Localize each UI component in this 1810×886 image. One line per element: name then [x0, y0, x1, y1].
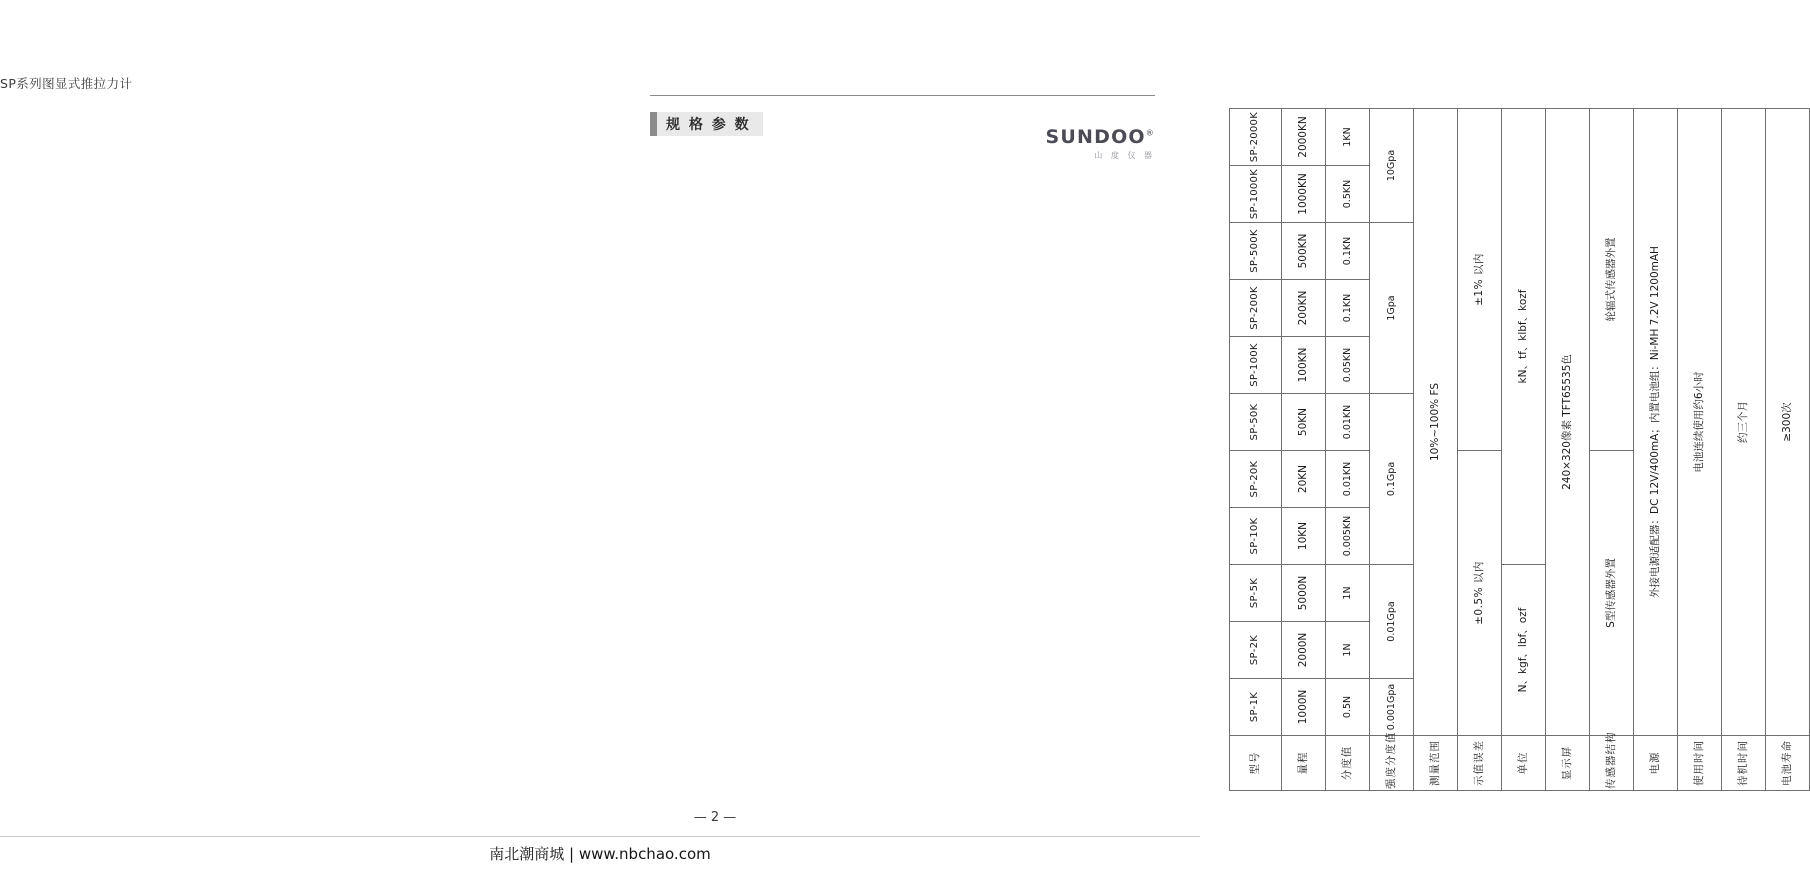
registered-mark-icon: ®	[1145, 128, 1155, 138]
table-cell: 500KN	[1282, 223, 1326, 280]
row-label: 量程	[1282, 736, 1326, 791]
table-cell: S型传感器外置	[1590, 451, 1634, 736]
table-row	[1590, 109, 1634, 791]
table-cell: 1N	[1326, 565, 1370, 622]
table-cell: 0.001Gpa	[1370, 679, 1414, 736]
table-cell: SP-100K	[1230, 337, 1282, 394]
table-row	[1546, 109, 1590, 791]
section-header	[650, 112, 763, 136]
table-cell: 外接电源适配器：DC 12V/400mA；内置电池组：Ni-MH 7.2V 1200mAH	[1634, 109, 1678, 736]
page-number	[0, 810, 1200, 825]
table-cell: SP-1K	[1230, 679, 1282, 736]
table-cell: 10%~100% FS	[1414, 109, 1458, 736]
brand-subtitle: 山 度 仪 器	[1094, 151, 1155, 160]
header-divider	[650, 95, 1155, 96]
row-label: 显示屏	[1546, 736, 1590, 791]
table-cell: 1KN	[1326, 109, 1370, 166]
row-label: 测量范围	[1414, 736, 1458, 791]
table-row	[1502, 109, 1546, 791]
row-label: 分度值	[1326, 736, 1370, 791]
table-cell: 1Gpa	[1370, 223, 1414, 394]
document-title: SP系列图显式推拉力计	[0, 76, 133, 91]
row-label: 传感器结构	[1590, 736, 1634, 791]
table-row	[1458, 109, 1502, 791]
table-cell: 0.1Gpa	[1370, 394, 1414, 565]
brand-name-text: SUNDOO	[1045, 126, 1146, 148]
table-cell: 0.01Gpa	[1370, 565, 1414, 679]
table-cell: SP-5K	[1230, 565, 1282, 622]
table-cell: kN、tf、klbf、kozf	[1502, 109, 1546, 565]
table-cell: N、kgf、lbf、ozf	[1502, 565, 1546, 736]
table-cell: SP-50K	[1230, 394, 1282, 451]
table-cell: 100KN	[1282, 337, 1326, 394]
row-label: 使用时间	[1678, 736, 1722, 791]
page-number-text: — 2 —	[693, 810, 737, 825]
table-cell: 20KN	[1282, 451, 1326, 508]
table-cell: 0.005KN	[1326, 508, 1370, 565]
table-cell: 50KN	[1282, 394, 1326, 451]
table-row	[1678, 109, 1722, 791]
row-label: 强度分度值	[1370, 736, 1414, 791]
table-cell: SP-2000K	[1230, 109, 1282, 166]
table-cell: 5000N	[1282, 565, 1326, 622]
table-cell: ≥300次	[1766, 109, 1810, 736]
table-row	[1326, 109, 1370, 791]
row-label: 型号	[1230, 736, 1282, 791]
table-row	[1414, 109, 1458, 791]
row-label: 示值误差	[1458, 736, 1502, 791]
table-cell: 2000N	[1282, 622, 1326, 679]
section-accent-bar	[650, 112, 657, 136]
table-cell: 0.01KN	[1326, 394, 1370, 451]
row-label: 电源	[1634, 736, 1678, 791]
table-cell: 0.01KN	[1326, 451, 1370, 508]
table-cell: 1000KN	[1282, 166, 1326, 223]
table-cell: 0.1KN	[1326, 280, 1370, 337]
table-cell: 240×320像素 TFT65535色	[1546, 109, 1590, 736]
table-cell: SP-2K	[1230, 622, 1282, 679]
table-row	[1230, 109, 1282, 791]
table-row	[1766, 109, 1810, 791]
table-cell: 10Gpa	[1370, 109, 1414, 223]
table-cell: 0.05KN	[1326, 337, 1370, 394]
table-row	[1370, 109, 1414, 791]
table-cell: ±0.5% 以内	[1458, 451, 1502, 736]
table-cell: SP-20K	[1230, 451, 1282, 508]
table-cell: 1000N	[1282, 679, 1326, 736]
table-cell: 2000KN	[1282, 109, 1326, 166]
table-cell: 电池连续使用约6小时	[1678, 109, 1722, 736]
specification-table	[1229, 108, 1810, 791]
table-cell: 10KN	[1282, 508, 1326, 565]
footer-watermark: 南北潮商城 | www.nbchao.com	[489, 845, 711, 863]
row-label: 待机时间	[1722, 736, 1766, 791]
table-cell: ±1% 以内	[1458, 109, 1502, 451]
table-cell: 1N	[1326, 622, 1370, 679]
table-cell: SP-500K	[1230, 223, 1282, 280]
table-cell: SP-200K	[1230, 280, 1282, 337]
table-cell: SP-1000K	[1230, 166, 1282, 223]
table-cell: SP-10K	[1230, 508, 1282, 565]
row-label: 电池寿命	[1766, 736, 1810, 791]
table-cell: 约三个月	[1722, 109, 1766, 736]
table-cell: 0.5N	[1326, 679, 1370, 736]
table-cell: 0.5KN	[1326, 166, 1370, 223]
table-cell: 200KN	[1282, 280, 1326, 337]
footer-divider	[0, 836, 1200, 837]
table-row	[1722, 109, 1766, 791]
table-row	[1634, 109, 1678, 791]
section-title-text: 规 格 参 数	[666, 117, 751, 133]
row-label: 单位	[1502, 736, 1546, 791]
table-cell: 轮辐式传感器外置	[1590, 109, 1634, 451]
table-row	[1282, 109, 1326, 791]
table-cell: 0.1KN	[1326, 223, 1370, 280]
